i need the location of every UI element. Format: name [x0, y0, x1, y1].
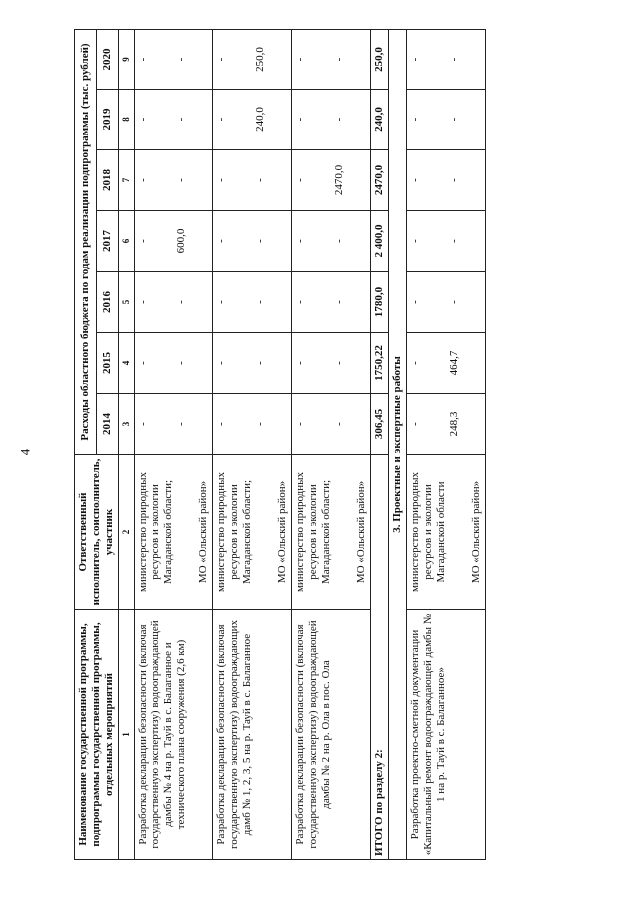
table-row — [292, 29, 371, 859]
value-cell: - - — [134, 90, 213, 150]
responsible-ministry: министерство природных ресурсов и экологии Магаданской области; — [294, 471, 333, 593]
total-value: 2 400,0 — [371, 211, 389, 272]
index-row — [118, 29, 134, 859]
total-value: 240,0 — [371, 90, 389, 150]
value-cell: - 248,3 — [407, 394, 486, 455]
total-value: 1750,22 — [371, 333, 389, 394]
value-cell: - - — [292, 333, 371, 394]
index-cell: 1 — [118, 610, 134, 860]
value-cell: - - — [213, 211, 292, 272]
value-cell: - 600,0 — [134, 211, 213, 272]
value-cell: - - — [134, 29, 213, 89]
value-cell: - 464,7 — [407, 333, 486, 394]
value-cell: - - — [134, 333, 213, 394]
measure-name: Разработка декларации безопасности (включая государственную экспертизу) водоограждающих дамб № 1, 2, 3, 5 на р. Тауй в с. Балаганное — [213, 610, 292, 860]
value-cell: - - — [407, 211, 486, 272]
value-cell: - 250,0 — [213, 29, 292, 89]
total-value: 1780,0 — [371, 272, 389, 333]
budget-table — [74, 29, 486, 860]
responsible-ministry: министерство природных ресурсов и экологии Магаданской области — [409, 471, 448, 593]
index-cell: 2 — [118, 455, 134, 610]
header-budget: Расходы областного бюджета по годам реализации подпрограммы (тыс. рублей) — [75, 29, 97, 454]
table-row — [213, 29, 292, 859]
header-row-1 — [75, 29, 97, 859]
header-responsible: Ответственный исполнитель, соисполнитель, участник — [75, 455, 119, 610]
responsible-cell — [292, 455, 371, 610]
header-name: Наименование государственной программы, подпрограммы государственной программы, отдельных мероприятий — [75, 610, 119, 860]
header-year: 2019 — [96, 90, 118, 150]
index-cell: 7 — [118, 150, 134, 211]
value-cell: - - — [134, 150, 213, 211]
responsible-municipality: МО «Ольский район» — [355, 480, 368, 584]
index-cell: 6 — [118, 211, 134, 272]
index-cell: 5 — [118, 272, 134, 333]
index-cell: 9 — [118, 29, 134, 89]
header-year: 2015 — [96, 333, 118, 394]
page-number: 4 — [17, 448, 33, 456]
total-value: 2470,0 — [371, 150, 389, 211]
value-cell: - - — [292, 90, 371, 150]
responsible-municipality: МО «Ольский район» — [197, 480, 210, 584]
value-cell: - - — [134, 272, 213, 333]
value-cell: - - — [292, 394, 371, 455]
total-value: 306,45 — [371, 394, 389, 455]
total-value: 250,0 — [371, 29, 389, 89]
value-cell: - - — [407, 90, 486, 150]
value-cell: - - — [213, 394, 292, 455]
value-cell: - - — [213, 150, 292, 211]
measure-name: Разработка декларации безопасности (включая государственную экспертизу) водоограждающей дамбы № 4 на р. Тауй в с. Балаганное и технического плана сооружения (2,6 км) — [134, 610, 213, 860]
total-label: ИТОГО по разделу 2: — [371, 455, 389, 860]
value-cell: - - — [292, 211, 371, 272]
measure-name: Разработка декларации безопасности (включая государственную экспертизу) водоограждающей дамбы № 2 на р. Ола в пос. Ола — [292, 610, 371, 860]
header-year: 2018 — [96, 150, 118, 211]
value-cell: - 240,0 — [213, 90, 292, 150]
responsible-ministry: министерство природных ресурсов и экологии Магаданской области; — [136, 471, 175, 593]
value-cell: - - — [134, 394, 213, 455]
measure-name: Разработка проектно-сметной документации «Капитальный ремонт водоограждающей дамбы № 1 на р. Тауй в с. Балаганное» — [407, 610, 486, 860]
value-cell: - - — [407, 272, 486, 333]
responsible-ministry: министерство природных ресурсов и экологии Магаданской области; — [215, 471, 254, 593]
value-cell: - - — [407, 29, 486, 89]
value-cell: - 2470,0 — [292, 150, 371, 211]
value-cell: - - — [213, 272, 292, 333]
index-cell: 3 — [118, 394, 134, 455]
table-row — [134, 29, 213, 859]
responsible-municipality: МО «Ольский район» — [276, 480, 289, 584]
header-year: 2020 — [96, 29, 118, 89]
responsible-cell — [213, 455, 292, 610]
index-cell: 4 — [118, 333, 134, 394]
value-cell: - - — [407, 150, 486, 211]
value-cell: - - — [292, 272, 371, 333]
table-row — [407, 29, 486, 859]
responsible-municipality: МО «Ольский район» — [469, 480, 482, 584]
value-cell: - - — [213, 333, 292, 394]
total-row — [371, 29, 389, 859]
header-year: 2014 — [96, 394, 118, 455]
section-row — [389, 29, 407, 859]
value-cell: - - — [292, 29, 371, 89]
header-year: 2017 — [96, 211, 118, 272]
header-year: 2016 — [96, 272, 118, 333]
responsible-cell — [134, 455, 213, 610]
section-title: 3. Проектные и экспертные работы — [389, 29, 407, 859]
index-cell: 8 — [118, 90, 134, 150]
responsible-cell — [407, 455, 486, 610]
rotated-table-container — [74, 30, 614, 860]
